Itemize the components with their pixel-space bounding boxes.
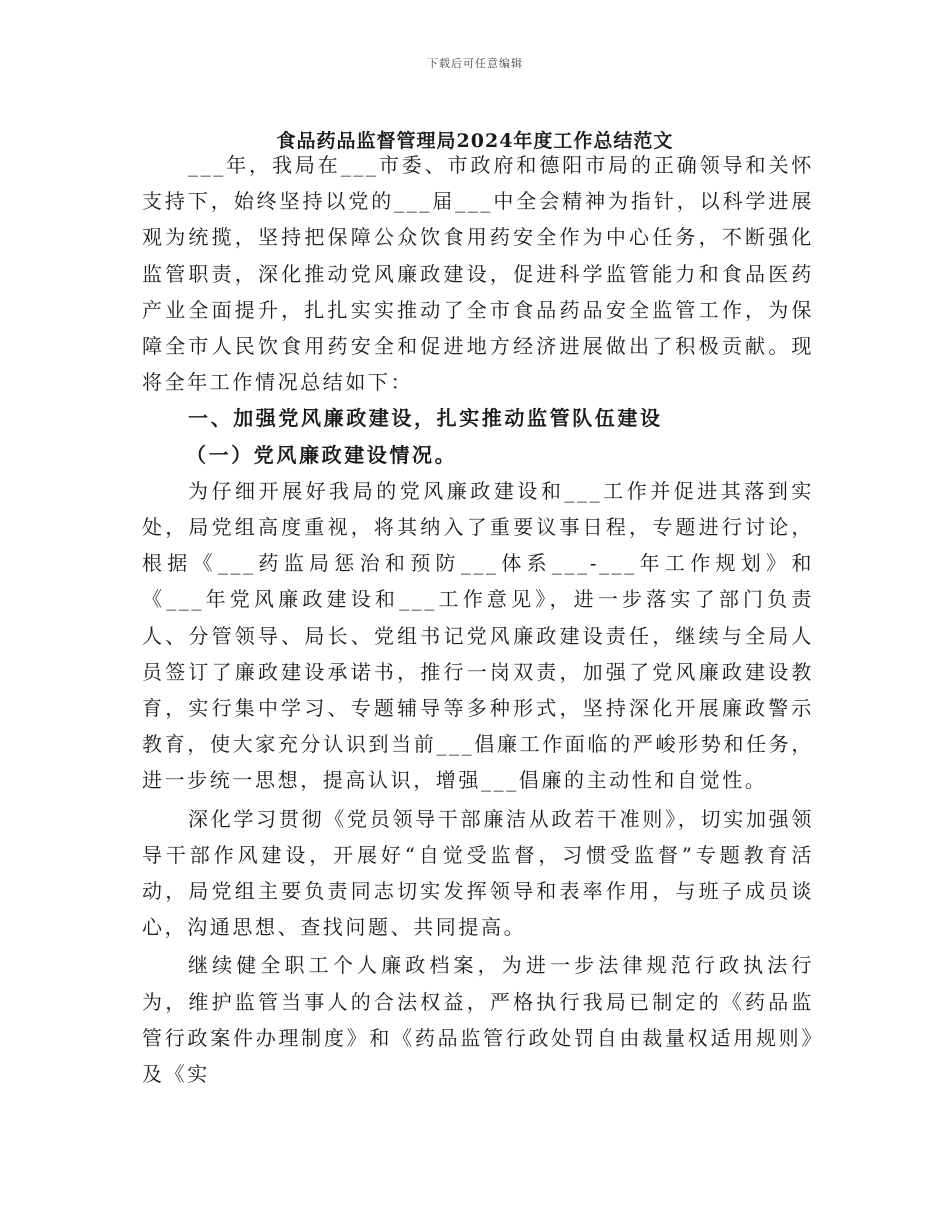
document-body — [142, 147, 814, 1092]
subsection-heading: （一）党风廉政建设情况。 — [186, 442, 458, 467]
section-heading: 一、加强党风廉政建设，扎实推动监管队伍建设 — [188, 406, 663, 431]
body-paragraph: 为仔细开展好我局的党风廉政建设和___工作并促进其落到实处，局党组高度重视，将其纳入了重要议事日程，专题进行讨论，根据《___药监局惩治和预防___体系___-___年工作规划》和《___年党风廉政建设和___工作意见》，进一步落实了部门负责人、分管领导、局长、党组书记党风廉政建设责任，继续与全局人员签订了廉政建设承诺书，推行一岗双责，加强了党风廉政建设教育，实行集中学习、专题辅导等多种形式，坚持深化开展廉政警示教育，使大家充分认识到当前___倡廉工作面临的严峻形势和任务，进一步统一思想，提高认识，增强___倡廉的主动性和自觉性。 — [142, 478, 814, 793]
body-paragraph: 深化学习贯彻《党员领导干部廉洁从政若干准则》，切实加强领导干部作风建设，开展好“自觉受监督，习惯受监督”专题教育活动，局党组主要负责同志切实发挥领导和表率作用，与班子成员谈心，沟通思想、查找问题、共同提高。 — [142, 806, 814, 940]
document-title: 食品药品监督管理局2024年度工作总结范文 — [276, 130, 674, 152]
intro-paragraph: ___年，我局在___市委、市政府和德阳市局的正确领导和关怀支持下，始终坚持以党的___届___中全会精神为指针，以科学进展观为统揽，坚持把保障公众饮食用药安全作为中心任务，不断强化监管职责，深化推动党风廉政建设，促进科学监管能力和食品医药产业全面提升，扎扎实实推动了全市食品药品安全监管工作，为保障全市人民饮食用药安全和促进地方经济进展做出了积极贡献。现将全年工作情况总结如下： — [142, 153, 814, 395]
header-note: 下载后可任意编辑 — [427, 57, 523, 70]
body-paragraph: 继续健全职工个人廉政档案，为进一步法律规范行政执法行为，维护监管当事人的合法权益，严格执行我局已制定的《药品监管行政案件办理制度》和《药品监管行政处罚自由裁量权适用规则》及《实 — [142, 953, 814, 1087]
